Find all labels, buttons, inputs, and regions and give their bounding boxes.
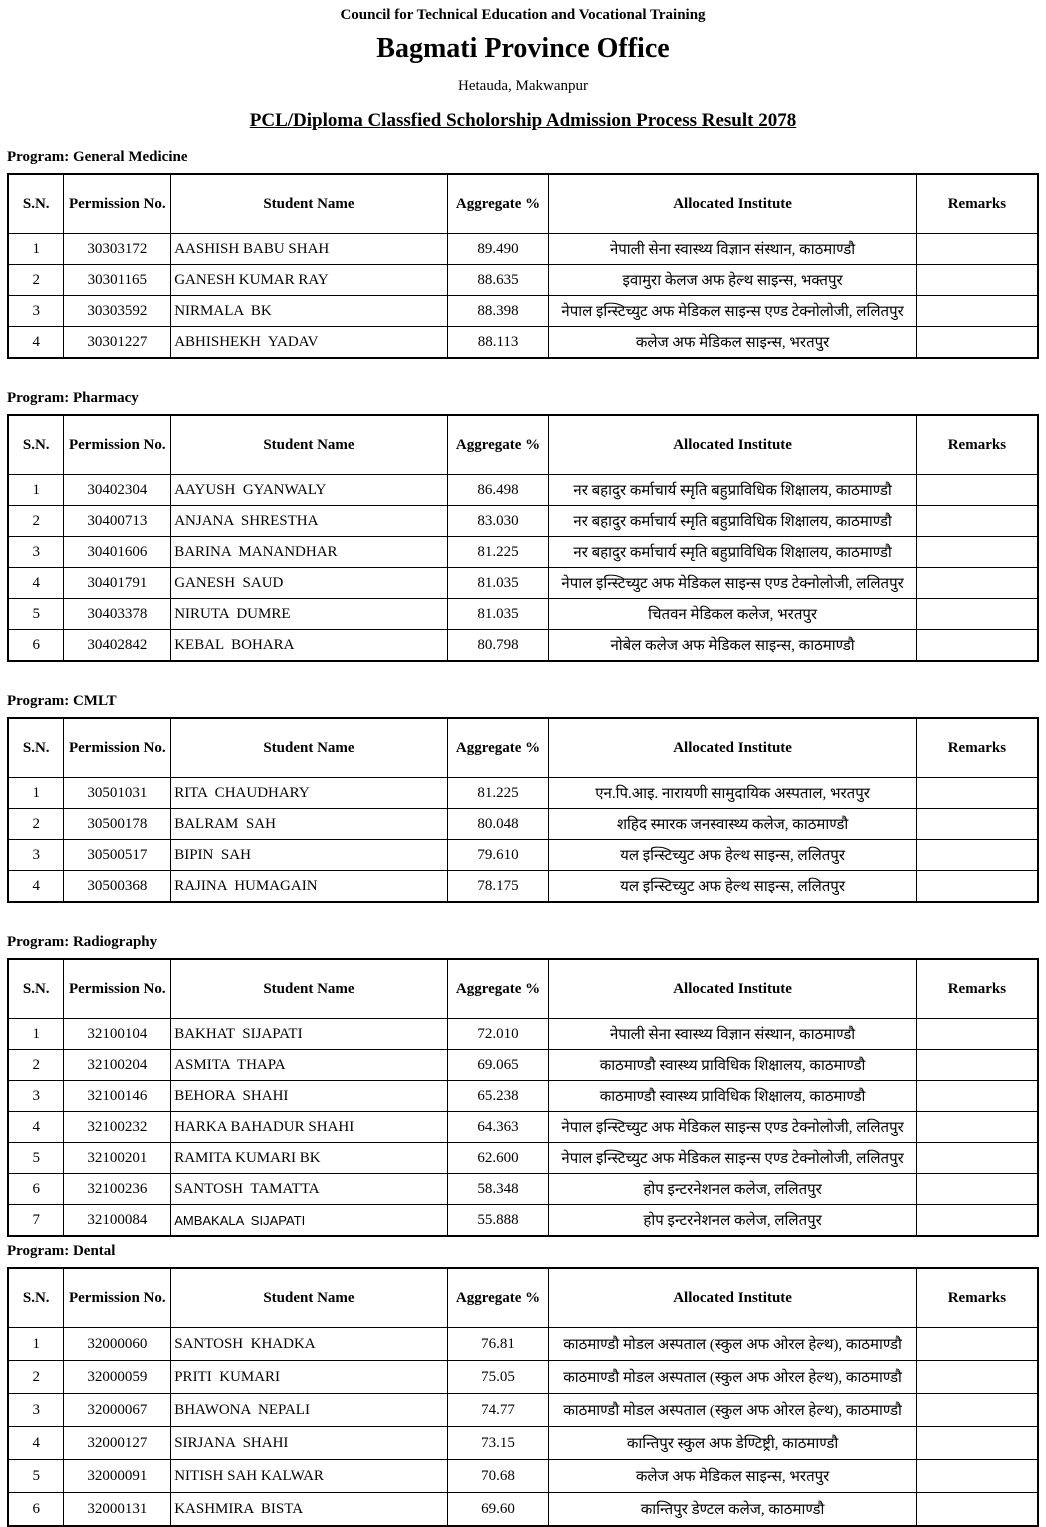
cell-name: NIRUTA DUMRE	[171, 599, 447, 630]
cell-permission: 32100232	[64, 1112, 171, 1143]
cell-name: GANESH KUMAR RAY	[171, 265, 447, 296]
office-name: Bagmati Province Office	[376, 33, 670, 64]
cell-permission: 30400713	[64, 506, 171, 537]
column-header-name: Student Name	[171, 174, 447, 234]
cell-aggregate: 75.05	[447, 1361, 549, 1394]
cell-aggregate: 64.363	[447, 1112, 549, 1143]
cell-aggregate: 83.030	[447, 506, 549, 537]
cell-aggregate: 73.15	[447, 1427, 549, 1460]
cell-permission: 32100104	[64, 1019, 171, 1050]
column-header-sn: S.N.	[8, 959, 64, 1019]
cell-aggregate: 74.77	[447, 1394, 549, 1427]
cell-remarks	[916, 630, 1038, 662]
cell-aggregate: 81.225	[447, 537, 549, 568]
result-table	[7, 414, 1039, 662]
table-header-row	[8, 174, 1038, 234]
program-label: Program: Pharmacy	[7, 390, 139, 406]
cell-remarks	[916, 1427, 1038, 1460]
cell-name: KEBAL BOHARA	[171, 630, 447, 662]
cell-aggregate: 80.798	[447, 630, 549, 662]
cell-sn: 4	[8, 871, 64, 903]
cell-remarks	[916, 1460, 1038, 1493]
cell-institute: शहिद स्मारक जनस्वास्थ्य कलेज, काठमाण्डौ	[549, 809, 916, 840]
table-row	[8, 778, 1038, 809]
document-title: PCL/Diploma Classfied Scholorship Admission Process Result 2078	[249, 110, 797, 131]
column-header-institute: Allocated Institute	[549, 718, 916, 778]
cell-institute: होप इन्टरनेशनल कलेज, ललितपुर	[549, 1174, 916, 1205]
program-section	[7, 934, 1039, 1237]
cell-permission: 32100236	[64, 1174, 171, 1205]
table-row	[8, 1493, 1038, 1527]
cell-sn: 6	[8, 1174, 64, 1205]
table-row	[8, 1427, 1038, 1460]
cell-sn: 3	[8, 296, 64, 327]
column-header-aggregate: Aggregate %	[447, 959, 549, 1019]
table-header-row	[8, 959, 1038, 1019]
cell-name: ASMITA THAPA	[171, 1050, 447, 1081]
cell-remarks	[916, 1050, 1038, 1081]
cell-remarks	[916, 1019, 1038, 1050]
cell-institute: नेपाल इन्स्टिच्युट अफ मेडिकल साइन्स एण्ड टेक्नोलोजी, ललितपुर	[549, 568, 916, 599]
cell-aggregate: 81.035	[447, 568, 549, 599]
cell-permission: 30500517	[64, 840, 171, 871]
program-label: Program: General Medicine	[7, 149, 188, 165]
cell-permission: 32000067	[64, 1394, 171, 1427]
table-row	[8, 296, 1038, 327]
cell-aggregate: 58.348	[447, 1174, 549, 1205]
cell-name: BARINA MANANDHAR	[171, 537, 447, 568]
column-header-institute: Allocated Institute	[549, 415, 916, 475]
column-header-permission: Permission No.	[64, 959, 171, 1019]
cell-institute: नेपाल इन्स्टिच्युट अफ मेडिकल साइन्स एण्ड टेक्नोलोजी, ललितपुर	[549, 1143, 916, 1174]
cell-aggregate: 62.600	[447, 1143, 549, 1174]
cell-aggregate: 65.238	[447, 1081, 549, 1112]
cell-aggregate: 69.60	[447, 1493, 549, 1527]
cell-institute: काठमाण्डौ मोडल अस्पताल (स्कुल अफ ओरल हेल्थ), काठमाण्डौ	[549, 1394, 916, 1427]
cell-institute: यल इन्स्टिच्युट अफ हेल्थ साइन्स, ललितपुर	[549, 871, 916, 903]
table-header-row	[8, 1268, 1038, 1328]
cell-sn: 5	[8, 599, 64, 630]
cell-name: AMBAKALA SIJAPATI	[171, 1205, 447, 1237]
result-table	[7, 1267, 1039, 1527]
program-label: Program: CMLT	[7, 693, 117, 709]
programs-container	[7, 149, 1039, 1527]
column-header-name: Student Name	[171, 1268, 447, 1328]
cell-name: PRITI KUMARI	[171, 1361, 447, 1394]
column-header-remarks: Remarks	[916, 1268, 1038, 1328]
program-section	[7, 390, 1039, 662]
cell-institute: नेपाल इन्स्टिच्युट अफ मेडिकल साइन्स एण्ड टेक्नोलोजी, ललितपुर	[549, 296, 916, 327]
cell-aggregate: 88.113	[447, 327, 549, 359]
cell-name: SIRJANA SHAHI	[171, 1427, 447, 1460]
table-row	[8, 1460, 1038, 1493]
cell-institute: नेपाल इन्स्टिच्युट अफ मेडिकल साइन्स एण्ड टेक्नोलोजी, ललितपुर	[549, 1112, 916, 1143]
cell-institute: काठमाण्डौ स्वास्थ्य प्राविधिक शिक्षालय, काठमाण्डौ	[549, 1050, 916, 1081]
cell-name: NIRMALA BK	[171, 296, 447, 327]
column-header-permission: Permission No.	[64, 415, 171, 475]
cell-name: BEHORA SHAHI	[171, 1081, 447, 1112]
cell-sn: 1	[8, 1328, 64, 1361]
cell-permission: 30303172	[64, 234, 171, 265]
cell-name: RAMITA KUMARI BK	[171, 1143, 447, 1174]
cell-permission: 30301227	[64, 327, 171, 359]
column-header-aggregate: Aggregate %	[447, 1268, 549, 1328]
table-row	[8, 1328, 1038, 1361]
result-table	[7, 173, 1039, 359]
cell-aggregate: 88.635	[447, 265, 549, 296]
cell-institute: कलेज अफ मेडिकल साइन्स, भरतपुर	[549, 327, 916, 359]
cell-remarks	[916, 475, 1038, 506]
cell-sn: 4	[8, 327, 64, 359]
cell-permission: 30401791	[64, 568, 171, 599]
cell-aggregate: 86.498	[447, 475, 549, 506]
column-header-institute: Allocated Institute	[549, 1268, 916, 1328]
cell-name: BIPIN SAH	[171, 840, 447, 871]
cell-sn: 2	[8, 809, 64, 840]
cell-sn: 7	[8, 1205, 64, 1237]
cell-name: HARKA BAHADUR SHAHI	[171, 1112, 447, 1143]
cell-remarks	[916, 1205, 1038, 1237]
table-row	[8, 1112, 1038, 1143]
column-header-remarks: Remarks	[916, 718, 1038, 778]
cell-sn: 1	[8, 778, 64, 809]
table-header-row	[8, 415, 1038, 475]
table-row	[8, 1050, 1038, 1081]
cell-name: KASHMIRA BISTA	[171, 1493, 447, 1527]
table-row	[8, 871, 1038, 903]
cell-permission: 30402842	[64, 630, 171, 662]
cell-sn: 3	[8, 1081, 64, 1112]
office-location: Hetauda, Makwanpur	[458, 78, 588, 94]
table-row	[8, 1394, 1038, 1427]
cell-institute: होप इन्टरनेशनल कलेज, ललितपुर	[549, 1205, 916, 1237]
table-row	[8, 1174, 1038, 1205]
cell-sn: 2	[8, 1050, 64, 1081]
cell-aggregate: 72.010	[447, 1019, 549, 1050]
cell-remarks	[916, 1493, 1038, 1527]
cell-remarks	[916, 327, 1038, 359]
cell-sn: 5	[8, 1143, 64, 1174]
cell-sn: 6	[8, 630, 64, 662]
table-row	[8, 234, 1038, 265]
table-row	[8, 1081, 1038, 1112]
cell-permission: 30402304	[64, 475, 171, 506]
column-header-sn: S.N.	[8, 1268, 64, 1328]
column-header-permission: Permission No.	[64, 174, 171, 234]
cell-institute: नोबेल कलेज अफ मेडिकल साइन्स, काठमाण्डौ	[549, 630, 916, 662]
cell-permission: 30401606	[64, 537, 171, 568]
column-header-institute: Allocated Institute	[549, 959, 916, 1019]
column-header-remarks: Remarks	[916, 174, 1038, 234]
table-row	[8, 1019, 1038, 1050]
cell-permission: 30303592	[64, 296, 171, 327]
cell-institute: नेपाली सेना स्वास्थ्य विज्ञान संस्थान, काठमाण्डौ	[549, 1019, 916, 1050]
cell-permission: 32000131	[64, 1493, 171, 1527]
cell-remarks	[916, 537, 1038, 568]
cell-institute: इवामुरा केलज अफ हेल्थ साइन्स, भक्तपुर	[549, 265, 916, 296]
table-row	[8, 537, 1038, 568]
cell-name: BAKHAT SIJAPATI	[171, 1019, 447, 1050]
cell-remarks	[916, 809, 1038, 840]
cell-permission: 32100201	[64, 1143, 171, 1174]
table-row	[8, 1205, 1038, 1237]
cell-permission: 30301165	[64, 265, 171, 296]
cell-permission: 32000060	[64, 1328, 171, 1361]
column-header-remarks: Remarks	[916, 415, 1038, 475]
cell-remarks	[916, 506, 1038, 537]
column-header-remarks: Remarks	[916, 959, 1038, 1019]
table-row	[8, 265, 1038, 296]
cell-aggregate: 80.048	[447, 809, 549, 840]
cell-sn: 6	[8, 1493, 64, 1527]
cell-permission: 30500368	[64, 871, 171, 903]
table-row	[8, 599, 1038, 630]
table-row	[8, 840, 1038, 871]
cell-sn: 5	[8, 1460, 64, 1493]
result-table	[7, 958, 1039, 1237]
column-header-sn: S.N.	[8, 415, 64, 475]
table-header-row	[8, 718, 1038, 778]
cell-remarks	[916, 1328, 1038, 1361]
table-row	[8, 809, 1038, 840]
cell-institute: एन.पि.आइ. नारायणी सामुदायिक अस्पताल, भरतपुर	[549, 778, 916, 809]
cell-sn: 2	[8, 1361, 64, 1394]
cell-aggregate: 88.398	[447, 296, 549, 327]
column-header-name: Student Name	[171, 959, 447, 1019]
cell-remarks	[916, 234, 1038, 265]
cell-aggregate: 78.175	[447, 871, 549, 903]
cell-remarks	[916, 568, 1038, 599]
organization-name: Council for Technical Education and Vocational Training	[340, 7, 706, 23]
cell-permission: 32100204	[64, 1050, 171, 1081]
cell-sn: 2	[8, 265, 64, 296]
cell-remarks	[916, 1112, 1038, 1143]
cell-permission: 30501031	[64, 778, 171, 809]
cell-sn: 4	[8, 1112, 64, 1143]
cell-permission: 32000091	[64, 1460, 171, 1493]
result-table	[7, 717, 1039, 903]
column-header-sn: S.N.	[8, 718, 64, 778]
cell-remarks	[916, 1143, 1038, 1174]
cell-aggregate: 89.490	[447, 234, 549, 265]
table-row	[8, 1361, 1038, 1394]
cell-institute: नेपाली सेना स्वास्थ्य विज्ञान संस्थान, काठमाण्डौ	[549, 234, 916, 265]
cell-institute: कलेज अफ मेडिकल साइन्स, भरतपुर	[549, 1460, 916, 1493]
column-header-permission: Permission No.	[64, 718, 171, 778]
column-header-institute: Allocated Institute	[549, 174, 916, 234]
cell-institute: नर बहादुर कर्माचार्य स्मृति बहुप्राविधिक शिक्षालय, काठमाण्डौ	[549, 475, 916, 506]
cell-remarks	[916, 1174, 1038, 1205]
cell-remarks	[916, 265, 1038, 296]
table-row	[8, 506, 1038, 537]
cell-aggregate: 69.065	[447, 1050, 549, 1081]
cell-institute: कान्तिपुर डेण्टल कलेज, काठमाण्डौ	[549, 1493, 916, 1527]
cell-institute: कान्तिपुर स्कुल अफ डेण्टिष्ट्री, काठमाण्डौ	[549, 1427, 916, 1460]
cell-permission: 30403378	[64, 599, 171, 630]
cell-sn: 3	[8, 840, 64, 871]
table-row	[8, 475, 1038, 506]
cell-permission: 32100146	[64, 1081, 171, 1112]
program-label: Program: Dental	[7, 1243, 116, 1259]
program-label: Program: Radiography	[7, 934, 158, 950]
cell-institute: काठमाण्डौ मोडल अस्पताल (स्कुल अफ ओरल हेल्थ), काठमाण्डौ	[549, 1328, 916, 1361]
cell-sn: 3	[8, 1394, 64, 1427]
cell-institute: काठमाण्डौ स्वास्थ्य प्राविधिक शिक्षालय, काठमाण्डौ	[549, 1081, 916, 1112]
cell-remarks	[916, 1081, 1038, 1112]
cell-name: AASHISH BABU SHAH	[171, 234, 447, 265]
cell-name: GANESH SAUD	[171, 568, 447, 599]
column-header-aggregate: Aggregate %	[447, 415, 549, 475]
cell-aggregate: 76.81	[447, 1328, 549, 1361]
cell-institute: काठमाण्डौ मोडल अस्पताल (स्कुल अफ ओरल हेल्थ), काठमाण्डौ	[549, 1361, 916, 1394]
table-row	[8, 630, 1038, 662]
cell-remarks	[916, 871, 1038, 903]
cell-sn: 4	[8, 568, 64, 599]
cell-sn: 3	[8, 537, 64, 568]
cell-institute: नर बहादुर कर्माचार्य स्मृति बहुप्राविधिक शिक्षालय, काठमाण्डौ	[549, 506, 916, 537]
cell-institute: यल इन्स्टिच्युट अफ हेल्थ साइन्स, ललितपुर	[549, 840, 916, 871]
cell-name: BHAWONA NEPALI	[171, 1394, 447, 1427]
cell-sn: 1	[8, 475, 64, 506]
column-header-aggregate: Aggregate %	[447, 718, 549, 778]
cell-institute: चितवन मेडिकल कलेज, भरतपुर	[549, 599, 916, 630]
cell-remarks	[916, 599, 1038, 630]
column-header-aggregate: Aggregate %	[447, 174, 549, 234]
cell-sn: 1	[8, 1019, 64, 1050]
cell-name: RAJINA HUMAGAIN	[171, 871, 447, 903]
cell-permission: 32000059	[64, 1361, 171, 1394]
cell-name: NITISH SAH KALWAR	[171, 1460, 447, 1493]
cell-aggregate: 81.225	[447, 778, 549, 809]
table-row	[8, 1143, 1038, 1174]
program-section	[7, 693, 1039, 903]
cell-name: BALRAM SAH	[171, 809, 447, 840]
column-header-permission: Permission No.	[64, 1268, 171, 1328]
cell-permission: 30500178	[64, 809, 171, 840]
column-header-sn: S.N.	[8, 174, 64, 234]
cell-remarks	[916, 1361, 1038, 1394]
cell-remarks	[916, 840, 1038, 871]
table-row	[8, 327, 1038, 359]
cell-name: AAYUSH GYANWALY	[171, 475, 447, 506]
cell-name: RITA CHAUDHARY	[171, 778, 447, 809]
column-header-name: Student Name	[171, 718, 447, 778]
cell-remarks	[916, 778, 1038, 809]
cell-permission: 32100084	[64, 1205, 171, 1237]
cell-name: SANTOSH KHADKA	[171, 1328, 447, 1361]
cell-sn: 2	[8, 506, 64, 537]
cell-sn: 1	[8, 234, 64, 265]
table-row	[8, 568, 1038, 599]
cell-name: ANJANA SHRESTHA	[171, 506, 447, 537]
program-section	[7, 1243, 1039, 1527]
cell-name: SANTOSH TAMATTA	[171, 1174, 447, 1205]
cell-aggregate: 70.68	[447, 1460, 549, 1493]
cell-aggregate: 81.035	[447, 599, 549, 630]
cell-aggregate: 79.610	[447, 840, 549, 871]
cell-remarks	[916, 1394, 1038, 1427]
cell-sn: 4	[8, 1427, 64, 1460]
cell-remarks	[916, 296, 1038, 327]
cell-permission: 32000127	[64, 1427, 171, 1460]
cell-name: ABHISHEKH YADAV	[171, 327, 447, 359]
cell-aggregate: 55.888	[447, 1205, 549, 1237]
program-section	[7, 149, 1039, 359]
result-document	[0, 7, 1046, 1527]
cell-institute: नर बहादुर कर्माचार्य स्मृति बहुप्राविधिक शिक्षालय, काठमाण्डौ	[549, 537, 916, 568]
column-header-name: Student Name	[171, 415, 447, 475]
